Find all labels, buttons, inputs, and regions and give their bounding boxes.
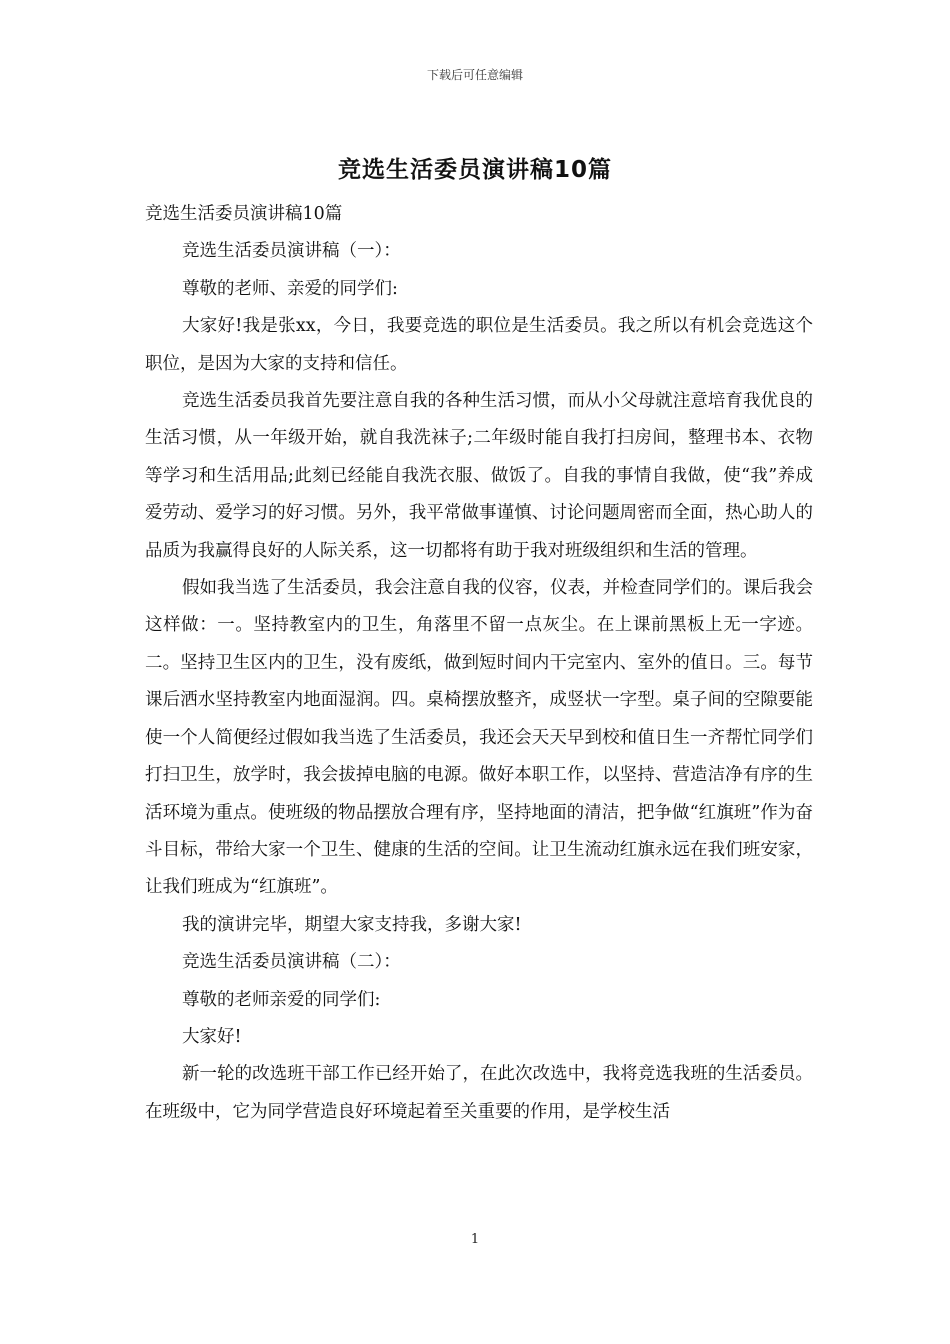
- document-body: [145, 196, 813, 1131]
- paragraph: 竞选生活委员我首先要注意自我的各种生活习惯，而从小父母就注意培育我优良的生活习惯，从一年级开始，就自我洗袜子;二年级时能自我打扫房间，整理书本、衣物等学习和生活用品;此刻已经能自我洗衣服、做饭了。自我的事情自我做，使“我”养成爱劳动、爱学习的好习惯。另外，我平常做事谨慎、讨论问题周密而全面，热心助人的品质为我赢得良好的人际关系，这一切都将有助于我对班级组织和生活的管理。: [145, 391, 813, 561]
- paragraph: 大家好!我是张xx，今日，我要竞选的职位是生活委员。我之所以有机会竞选这个职位，是因为大家的支持和信任。: [145, 316, 813, 374]
- closing-line: 我的演讲完毕，期望大家支持我，多谢大家!: [182, 914, 522, 935]
- document-title: 竞选生活委员演讲稿10篇: [337, 157, 612, 183]
- salutation: 尊敬的老师亲爱的同学们:: [182, 989, 381, 1010]
- section-heading-1: 竞选生活委员演讲稿（一）：: [182, 241, 401, 262]
- paragraph: 假如我当选了生活委员，我会注意自我的仪容，仪表，并检查同学们的。课后我会这样做：一。坚持教室内的卫生，角落里不留一点灰尘。在上课前黑板上无一字迹。二。坚持卫生区内的卫生，没有废纸，做到短时间内干完室内、室外的值日。三。每节课后洒水坚持教室内地面湿润。四。桌椅摆放整齐，成竖状一字型。桌子间的空隙要能使一个人简便经过假如我当选了生活委员，我还会天天早到校和值日生一齐帮忙同学们打扫卫生，放学时，我会拔掉电脑的电源。做好本职工作，以坚持、营造洁净有序的生活环境为重点。使班级的物品摆放合理有序，坚持地面的清洁，把争做“红旗班”作为奋斗目标，带给大家一个卫生、健康的生活的空间。让卫生流动红旗永远在我们班安家，让我们班成为“红旗班”。: [145, 578, 813, 898]
- greeting: 大家好!: [182, 1026, 242, 1047]
- salutation: 尊敬的老师、亲爱的同学们:: [182, 278, 398, 299]
- page-number: 1: [470, 1232, 480, 1247]
- document-subtitle: 竞选生活委员演讲稿10篇: [145, 204, 343, 224]
- paragraph: 新一轮的改选班干部工作已经开始了，在此次改选中，我将竞选我班的生活委员。在班级中，它为同学营造良好环境起着至关重要的作用，是学校生活: [145, 1064, 813, 1122]
- section-heading-2: 竞选生活委员演讲稿（二）：: [182, 952, 401, 973]
- header-note: 下载后可任意编辑: [426, 68, 523, 82]
